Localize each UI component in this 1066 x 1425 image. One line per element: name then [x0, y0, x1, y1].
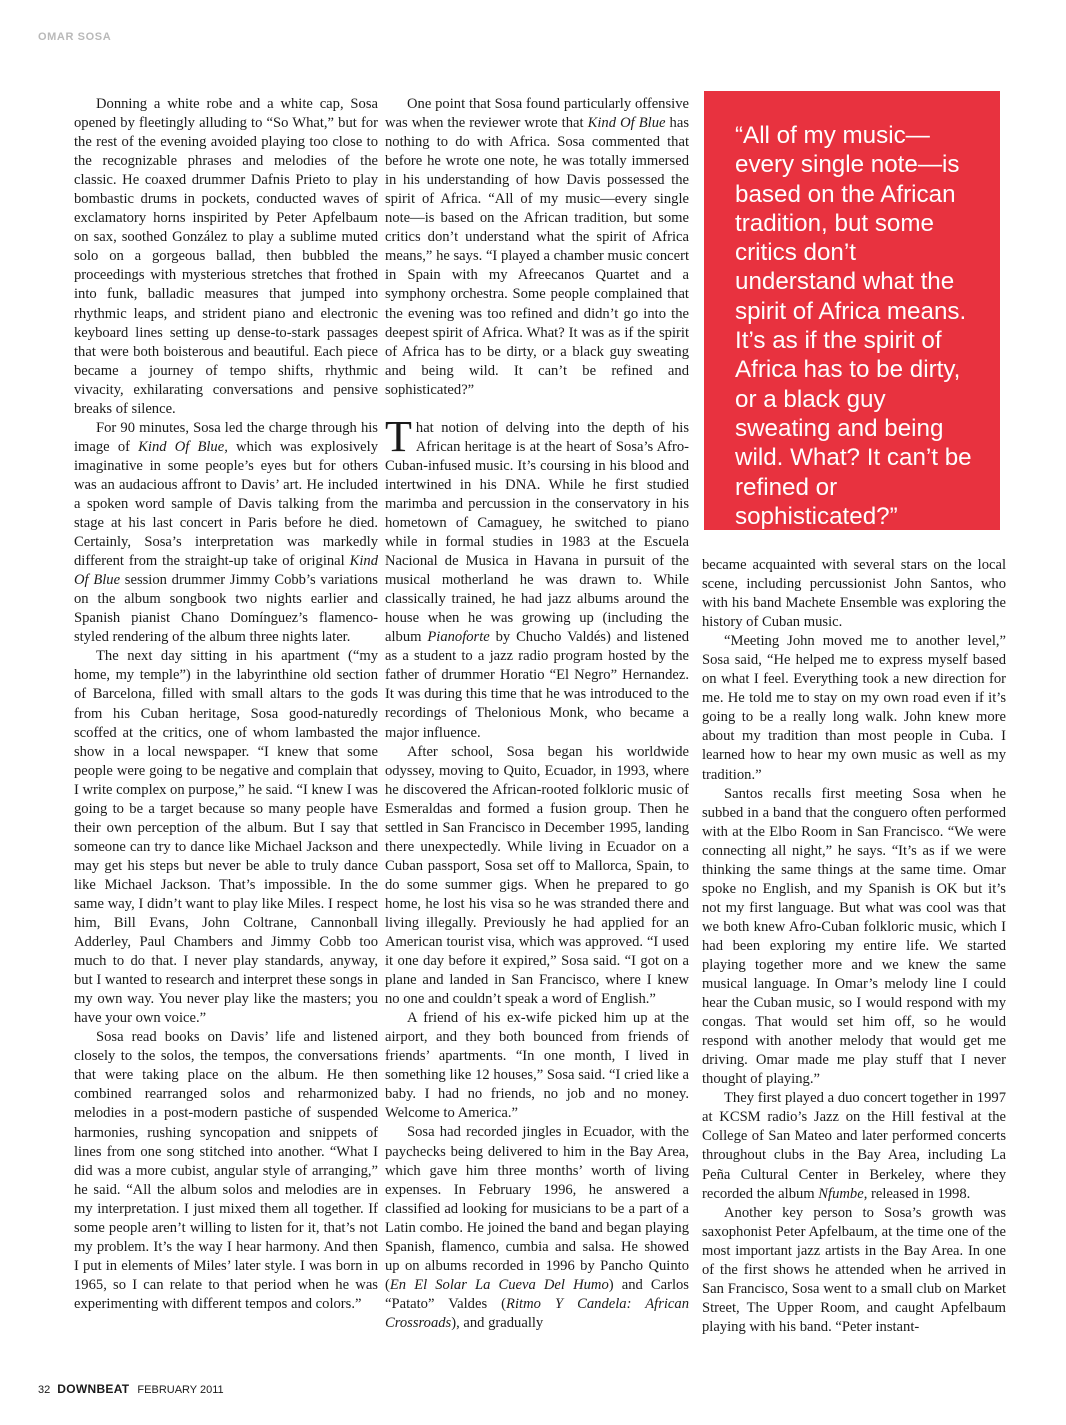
paragraph: Santos recalls first meeting Sosa when he subbed in a band that the conguero often performed with at the Elbo Room in San Francisco. “We were connecting all night,” he says. “It’s as if we were thinking the same things at the same time. Omar spoke no English, and my Spanish is OK but it’s not my first language. But what was cool was that we both knew Afro-Cuban folkloric music, which I had been exploring my entire life. We started playing together more and we knew the same musical language. In Omar’s melody line I could hear the Cuban music, so I would respond with my congas. That would set him off, so he would respond with another melody that would get me driving. Omar made me play stuff that I never thought of playing.”: [702, 785, 1006, 1088]
running-head: OMAR SOSA: [38, 31, 112, 43]
issue-date: FEBRUARY 2011: [137, 1384, 224, 1396]
article-column-2: [385, 95, 689, 1333]
paragraph: Another key person to Sosa’s growth was saxophonist Peter Apfelbaum, at the time one of the most important jazz artists in the Bay Area. In one of the first shows he attended when he arrived in San Francisco, Sosa went to a small club on Market Street, The Upper Room, and caught Apfelbaum playing with his band. “Peter instant-: [702, 1204, 1006, 1335]
magazine-name: DOWNBEAT: [57, 1382, 130, 1396]
paragraph: “Meeting John moved me to another level,” Sosa said, “He helped me to express myself based on what I feel. Everything took a new direction for me. He told me to stay on my own road even if it’s going to be a really long walk. John knew more about my tradition than most people in Cuba. I learned how to hear my own music as well as my tradition.”: [702, 633, 1006, 783]
paragraph: They first played a duo concert together in 1997 at KCSM radio’s Jazz on the Hill festival at the College of San Mateo and later performed concerts throughout clubs in the Bay Area, including La Peña Cultural Center in Berkeley, where they recorded the album Nfumbe, released in 1998.: [702, 1090, 1006, 1202]
paragraph: Sosa had recorded jingles in Ecuador, with the paychecks being delivered to him in the Bay Area, which gave him three months’ worth of living expenses. In February 1996, he answered a classified ad looking for musicians to be a part of a Latin combo. He joined the band and began playing Spanish, flamenco, cumbia and salsa. He showed up on albums recorded in 1996 by Pancho Quinto (En El Solar La Cueva Del Humo) and Carlos “Patato” Valdes (Ritmo Y Candela: African Crossroads), and gradually: [385, 1124, 690, 1331]
drop-cap: T: [385, 411, 412, 461]
paragraph: After school, Sosa began his worldwide odyssey, moving to Quito, Ecuador, in 1993, where he discovered the African-rooted folkloric music of Esmeraldas and formed a fusion group. Then he settled in San Francisco in December 1995, landing there unexpectedly. While living in Ecuador on a Cuban passport, Sosa set off to Mallorca, Spain, to do some summer gigs. When he prepared to go home, he lost his visa so he was stranded there and living illegally. Previously he had applied for an American tourist visa, which was approved. “I used it one day before it expired,” Sosa said. “I got on a plane and landed in San Francisco, where I knew no one and couldn’t speak a word of English.”: [385, 743, 689, 1008]
paragraph: For 90 minutes, Sosa led the charge through his image of Kind Of Blue, which was explosively imaginative in some people’s eyes but for others was an audacious affront to Davis’ art. He included a spoken word sample of Davis talking from the stage at his last concert in Paris before he died. Certainly, Sosa’s interpretation was markedly different from the straight-up take of original Kind Of Blue session drummer Jimmy Cobb’s variations on the album songbook two nights earlier and Spanish pianist Chano Domínguez’s flamenco-styled rendering of the album three nights later.: [74, 419, 378, 646]
pull-quote-text: “All of my music—every single note—is based on the African tradition, but some critics don’t understand what the spirit of Africa means. It’s as if the spirit of Africa has to be dirty, or a black guy sweating and being wild. What? It can’t be refined or sophisticated?”: [735, 122, 972, 530]
pull-quote-box: [704, 91, 1000, 530]
paragraph: A friend of his ex-wife picked him up at the airport, and they both bounced from friends of friends’ apartments. “In one month, I lived in something like 12 houses,” Sosa said. “I cried like a baby. I had no friends, no job and no money. Welcome to America.”: [385, 1010, 689, 1122]
article-column-1: [74, 95, 378, 1314]
page-footer: [38, 1382, 224, 1396]
paragraph: Sosa read books on Davis’ life and listened closely to the solos, the tempos, the conversations that were taking place on the album. He then combined rearranged solos and reharmonized melodies in a post-modern pastiche of suspended harmonies, rushing syncopation and snippets of lines from one song stitched into another. “What I did was a more cubist, angular style of arranging,” he said. “All the album solos and melodies are in my interpretation. I just mixed them all together. If some people aren’t willing to listen for it, that’s not my problem. It’s the way I hear harmony. And then I put in elements of Miles’ later style. I was born in 1965, so I can relate to that period when he was experimenting with different tempos and colors.”: [74, 1029, 378, 1312]
paragraph: became acquainted with several stars on the local scene, including percussionist John Santos, who with his band Machete Ensemble was exploring the history of Cuban music.: [702, 557, 1006, 631]
paragraph: Donning a white robe and a white cap, Sosa opened by fleetingly alluding to “So What,” but for the rest of the evening avoided playing too close to the recognizable phrases and melodies of the classic. He coaxed drummer Dafnis Prieto to play bombastic drums in pockets, conducted waves of exclamatory horns inspirited by Peter Apfelbaum on sax, soothed González to play a sublime muted solo on a gorgeous ballad, then bubbled the proceedings with mysterious stretches that frothed into funk, balladic measures that jumped into rhythmic leaps, and strident piano and electronic keyboard lines setting up dense-to-stark passages that were both boisterous and beautiful. Each piece became a journey of tempo shifts, rhythmic vivacity, exhilarating conversations and pensive breaks of silence.: [74, 96, 378, 417]
paragraph: One point that Sosa found particularly offensive was when the reviewer wrote that Kind Of Blue has nothing to do with Africa. Sosa commented that before he wrote one note, he was totally immersed in his understanding of how Davis possessed the spirit of Africa. “All of my music—every single note—is based on the African tradition, but some critics don’t understand what the spirit of Africa means,” he says. “I played a chamber music concert in Spain with my Afreecanos Quartet and a symphony orchestra. Some people complained that the evening was too refined and didn’t go into the deepest spirit of Africa. What? It was as if the spirit of Africa has to be dirty, or a black guy sweating and being wild. It can’t be refined and sophisticated?”: [385, 96, 689, 398]
article-column-3: [702, 556, 1006, 1337]
paragraph: That notion of delving into the depth of his African heritage is at the heart of Sosa’s Afro-Cuban-infused music. It’s coursing in his blood and intertwined in his DNA. While he first studied marimba and percussion in the conservatory in his hometown of Camaguey, he switched to piano while in formal studies in 1983 at the Escuela Nacional de Musica in Havana in pursuit of the musical motherland he was drawn to. While classically trained, he had jazz albums around the house when he was growing up (including the album Pianoforte by Chucho Valdés) and listened as a student to a jazz radio program hosted by the father of drummer Horatio “El Negro” Hernandez. It was during this time that he was introduced to the recordings of Thelonious Monk, who became a major influence.: [385, 411, 689, 741]
page-number: 32: [38, 1384, 51, 1396]
paragraph: The next day sitting in his apartment (“my home, my temple”) in the labyrinthine old section of Barcelona, filled with small altars to the gods from his Cuban heritage, Sosa good-naturedly scoffed at the critics, one of whom lambasted the show in a local newspaper. “I knew that some people were going to be negative and complain that I write complex on purpose,” he said. “I knew I was going to be a target because so many people have their own perception of the album. But I say that someone can try to dance like Michael Jackson and may get his steps but never be able to truly dance like Michael Jackson. That’s impossible. In the same way, I didn’t want to play like Miles. I respect him, Bill Evans, John Coltrane, Cannonball Adderley, Paul Chambers and Jimmy Cobb too much to do that. I never play standards, anyway, but I wanted to research and interpret these songs in my own way. You never play like the masters; you have your own voice.”: [74, 648, 378, 1027]
